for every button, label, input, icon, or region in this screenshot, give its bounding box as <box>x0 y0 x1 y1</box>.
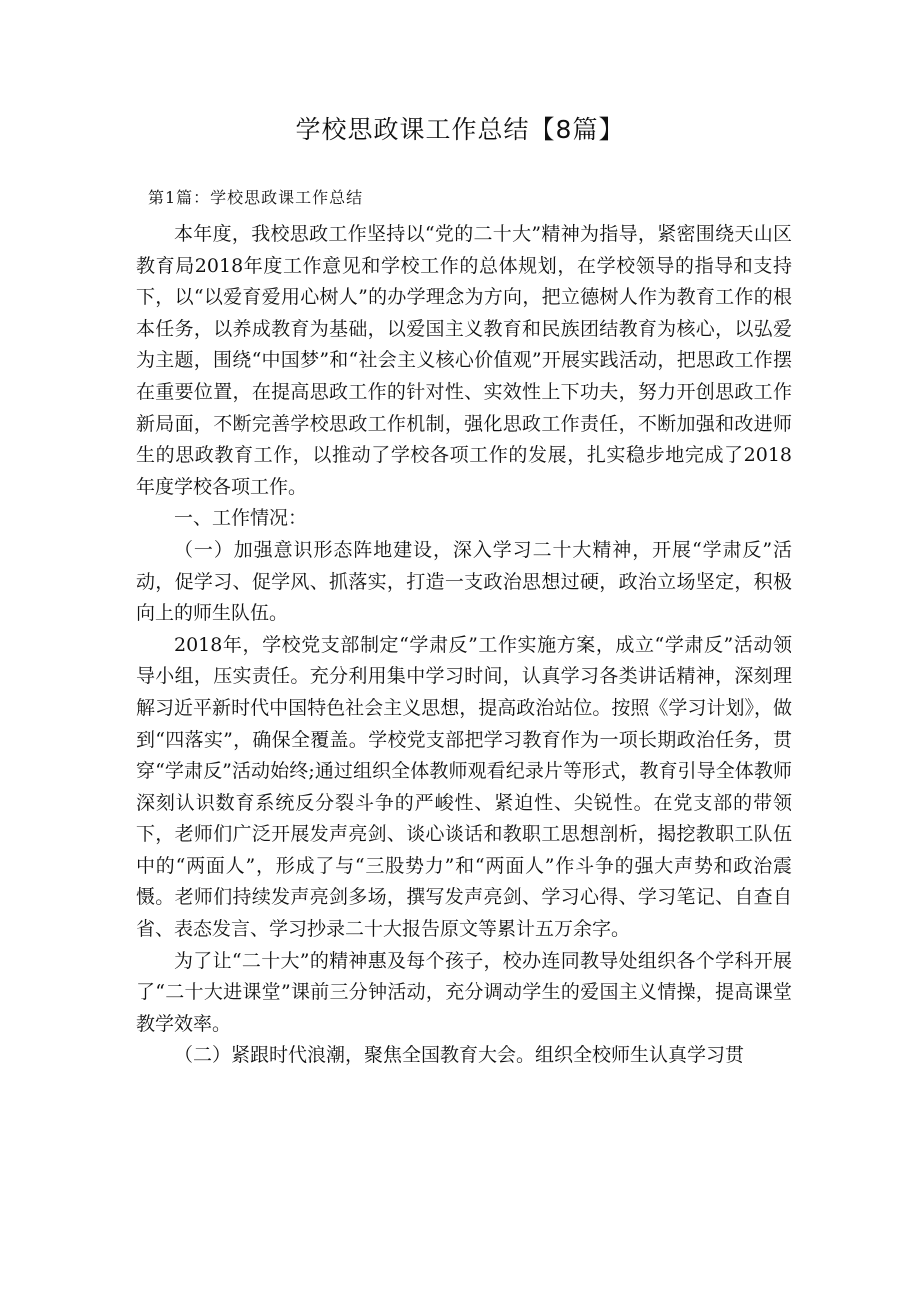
paragraph-work-situation-heading: 一、工作情况： <box>174 507 308 530</box>
document-title: 学校思政课工作总结【8篇】 <box>295 115 625 144</box>
paragraph-intro: 本年度，我校思政工作坚持以“党的二十大”精神为指导，紧密围绕天山区教育局2018年度工作意见和学校工作的总体规划，在学校领导的指导和支持下，以“以爱育爱用心树人”的办学理念为方向，把立德树人作为教育工作的根本任务，以养成教育为基础，以爱国主义教育和民族团结教育为核心，以弘爱为主题，围绕“中国梦”和“社会主义核心价值观”开展实践活动，把思政工作摆在重要位置，在提高思政工作的针对性、实效性上下功夫，努力开创思政工作新局面，不断完善学校思政工作机制，强化思政工作责任，不断加强和改进师生的思政教育工作，以推动了学校各项工作的发展，扎实稳步地完成了2018年度学校各项工作。 <box>136 223 792 498</box>
document-body <box>136 219 792 1072</box>
paragraph-item-1: （一）加强意识形态阵地建设，深入学习二十大精神，开展“学肃反”活动，促学习、促学风、抓落实，打造一支政治思想过硬，政治立场坚定，积极向上的师生队伍。 <box>136 538 792 625</box>
paragraph-2018-party-branch: 2018年，学校党支部制定“学肃反”工作实施方案，成立“学肃反”活动领导小组，压实责任。充分利用集中学习时间，认真学习各类讲话精神，深刻理解习近平新时代中国特色社会主义思想，提高政治站位。按照《学习计划》，做到“四落实”，确保全覆盖。学校党支部把学习教育作为一项长期政治任务，贯穿“学肃反”活动始终;通过组织全体教师观看纪录片等形式，教育引导全体教师深刻认识数育系统反分裂斗争的严峻性、紧迫性、尖锐性。在党支部的带领下，老师们广泛开展发声亮剑、谈心谈话和教职工思想剖析，揭挖教职工队伍中的“两面人”，形成了与“三股势力”和“两面人”作斗争的强大声势和政治震慑。老师们持续发声亮剑多场，撰写发声亮剑、学习心得、学习笔记、自查自省、表态发言、学习抄录二十大报告原文等累计五万余字。 <box>136 633 792 941</box>
paragraph-item-2: （二）紧跟时代浪潮，聚焦全国教育大会。组织全校师生认真学习贯 <box>174 1044 745 1067</box>
section-heading: 第1篇：学校思政课工作总结 <box>148 188 364 207</box>
paragraph-classroom-activity: 为了让“二十大”的精神惠及每个孩子，校办连同教导处组织各个学科开展了“二十大进课堂”课前三分钟活动，充分调动学生的爱国主义情操，提高课堂教学效率。 <box>136 949 792 1035</box>
